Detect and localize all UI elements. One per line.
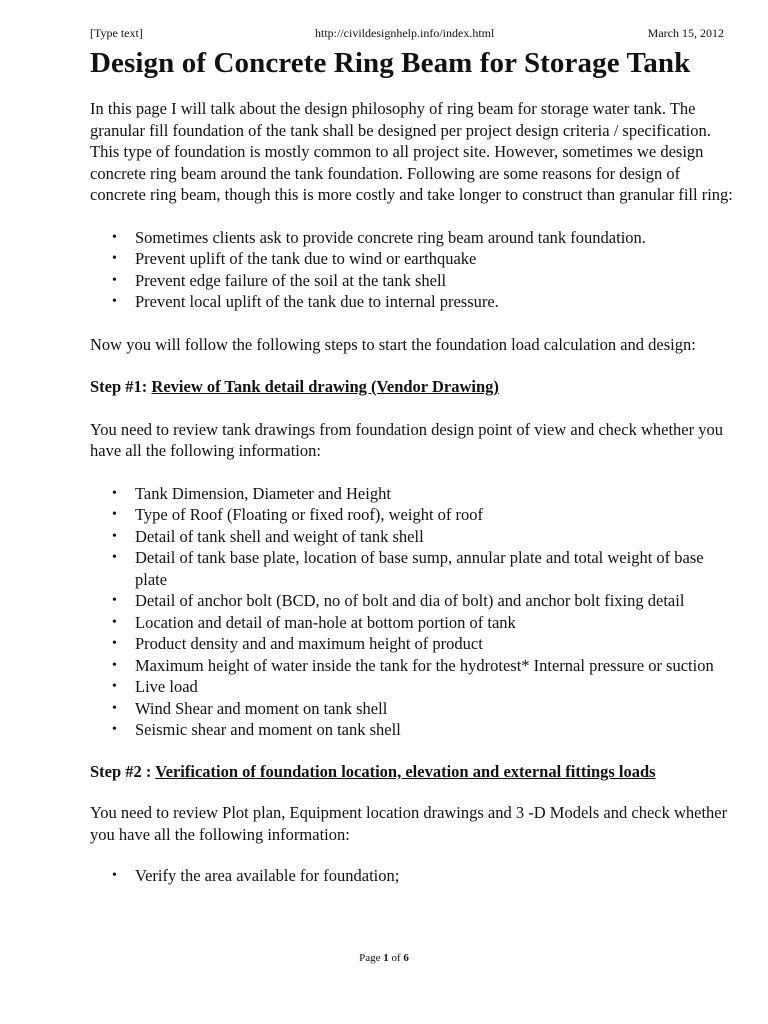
page-footer: [0, 952, 768, 964]
bullet-icon: •: [112, 294, 117, 309]
step2-title: Verification of foundation location, elevation and external fittings loads: [155, 761, 656, 781]
bullet-icon: •: [112, 251, 117, 266]
bullet-icon: •: [112, 485, 117, 501]
footer-of-word: of: [391, 952, 401, 964]
list-item: [90, 248, 738, 270]
list-item-text: Tank Dimension, Diameter and Height: [135, 483, 391, 503]
list-item-text: Prevent uplift of the tank due to wind or earthquake: [135, 249, 477, 268]
list-item: [90, 227, 738, 249]
header-left-text: [Type text]: [90, 26, 143, 40]
document-body: [90, 98, 738, 887]
step2-label: Step #2 :: [90, 761, 156, 781]
next-page-edge: [0, 1014, 768, 1024]
bullet-icon: •: [112, 657, 117, 673]
footer-page-number: 1: [383, 952, 389, 964]
bullet-icon: •: [112, 528, 117, 544]
list-item: [90, 865, 738, 887]
bullet-icon: •: [112, 868, 117, 883]
list-item: [90, 676, 738, 698]
list-item: [90, 633, 738, 655]
list-item: [90, 590, 738, 612]
page-header: [90, 26, 724, 42]
list-item: [90, 270, 738, 292]
bullet-icon: •: [112, 272, 117, 288]
list-item: [90, 698, 738, 720]
bullet-icon: •: [112, 679, 117, 694]
list-item-text: Prevent local uplift of the tank due to internal pressure.: [135, 292, 499, 311]
step2-list: [90, 865, 738, 887]
list-item: [90, 547, 738, 590]
list-item-text: Type of Roof (Floating or fixed roof), weight of roof: [135, 505, 484, 524]
step2-paragraph: You need to review Plot plan, Equipment location drawings and 3 -D Models and check whether you have all the following information:: [90, 803, 728, 844]
step1-title: Review of Tank detail drawing (Vendor Drawing): [151, 377, 499, 396]
list-item-text: Prevent edge failure of the soil at the tank shell: [135, 270, 447, 290]
bullet-icon: •: [112, 636, 117, 651]
bullet-icon: •: [112, 722, 117, 737]
list-item-text: Verify the area available for foundation;: [135, 866, 400, 885]
bullet-icon: •: [112, 550, 117, 565]
intro-paragraph: In this page I will talk about the design philosophy of ring beam for storage water tank. The granular fill foundation of the tank shall be designed per project design criteria / specification. This type of foundation is mostly common to all project site. However, sometimes we design concrete ring beam around the tank foundation. Following are some reasons for design of concrete ring beam, though this is more costly and take longer to construct than granular fill ring:: [90, 99, 733, 204]
list-item-text: Seismic shear and moment on tank shell: [135, 720, 401, 739]
steps-intro-paragraph: Now you will follow the following steps to start the foundation load calculation and design:: [90, 334, 696, 354]
page-title: Design of Concrete Ring Beam for Storage Tank: [90, 47, 691, 79]
bullet-icon: •: [112, 700, 117, 716]
bullet-icon: •: [112, 507, 117, 522]
footer-page-total: 6: [403, 952, 409, 964]
step1-heading: [90, 376, 738, 398]
list-item: [90, 526, 738, 548]
step2-heading: [90, 761, 738, 783]
step1-paragraph: You need to review tank drawings from foundation design point of view and check whether you have all the following information:: [90, 419, 723, 460]
bullet-icon: •: [112, 229, 117, 245]
list-item: [90, 291, 738, 313]
bullet-icon: •: [112, 593, 117, 608]
list-item: [90, 504, 738, 526]
list-item-text: Wind Shear and moment on tank shell: [135, 698, 388, 718]
list-item-text: Product density and and maximum height of product: [135, 634, 483, 653]
bullet-icon: •: [112, 614, 117, 630]
header-date: March 15, 2012: [647, 26, 724, 40]
list-item-text: Sometimes clients ask to provide concrete ring beam around tank foundation.: [135, 227, 646, 247]
reasons-list: [90, 227, 738, 313]
footer-page-word: Page: [359, 952, 381, 964]
step1-label: Step #1:: [90, 377, 152, 396]
list-item: [90, 483, 738, 505]
list-item-text: Detail of tank shell and weight of tank shell: [135, 526, 424, 546]
list-item-text: Location and detail of man-hole at bottom portion of tank: [135, 612, 516, 632]
list-item-text: Detail of anchor bolt (BCD, no of bolt and dia of bolt) and anchor bolt fixing detail: [135, 591, 685, 610]
list-item-text: Detail of tank base plate, location of base sump, annular plate and total weight of base plate: [135, 548, 704, 589]
list-item: [90, 612, 738, 634]
list-item-text: Live load: [135, 677, 198, 696]
header-url: http://civildesignhelp.info/index.html: [315, 26, 495, 40]
list-item-text: Maximum height of water inside the tank for the hydrotest* Internal pressure or suction: [135, 655, 714, 675]
list-item: [90, 655, 738, 677]
step1-list: [90, 483, 738, 741]
list-item: [90, 719, 738, 741]
